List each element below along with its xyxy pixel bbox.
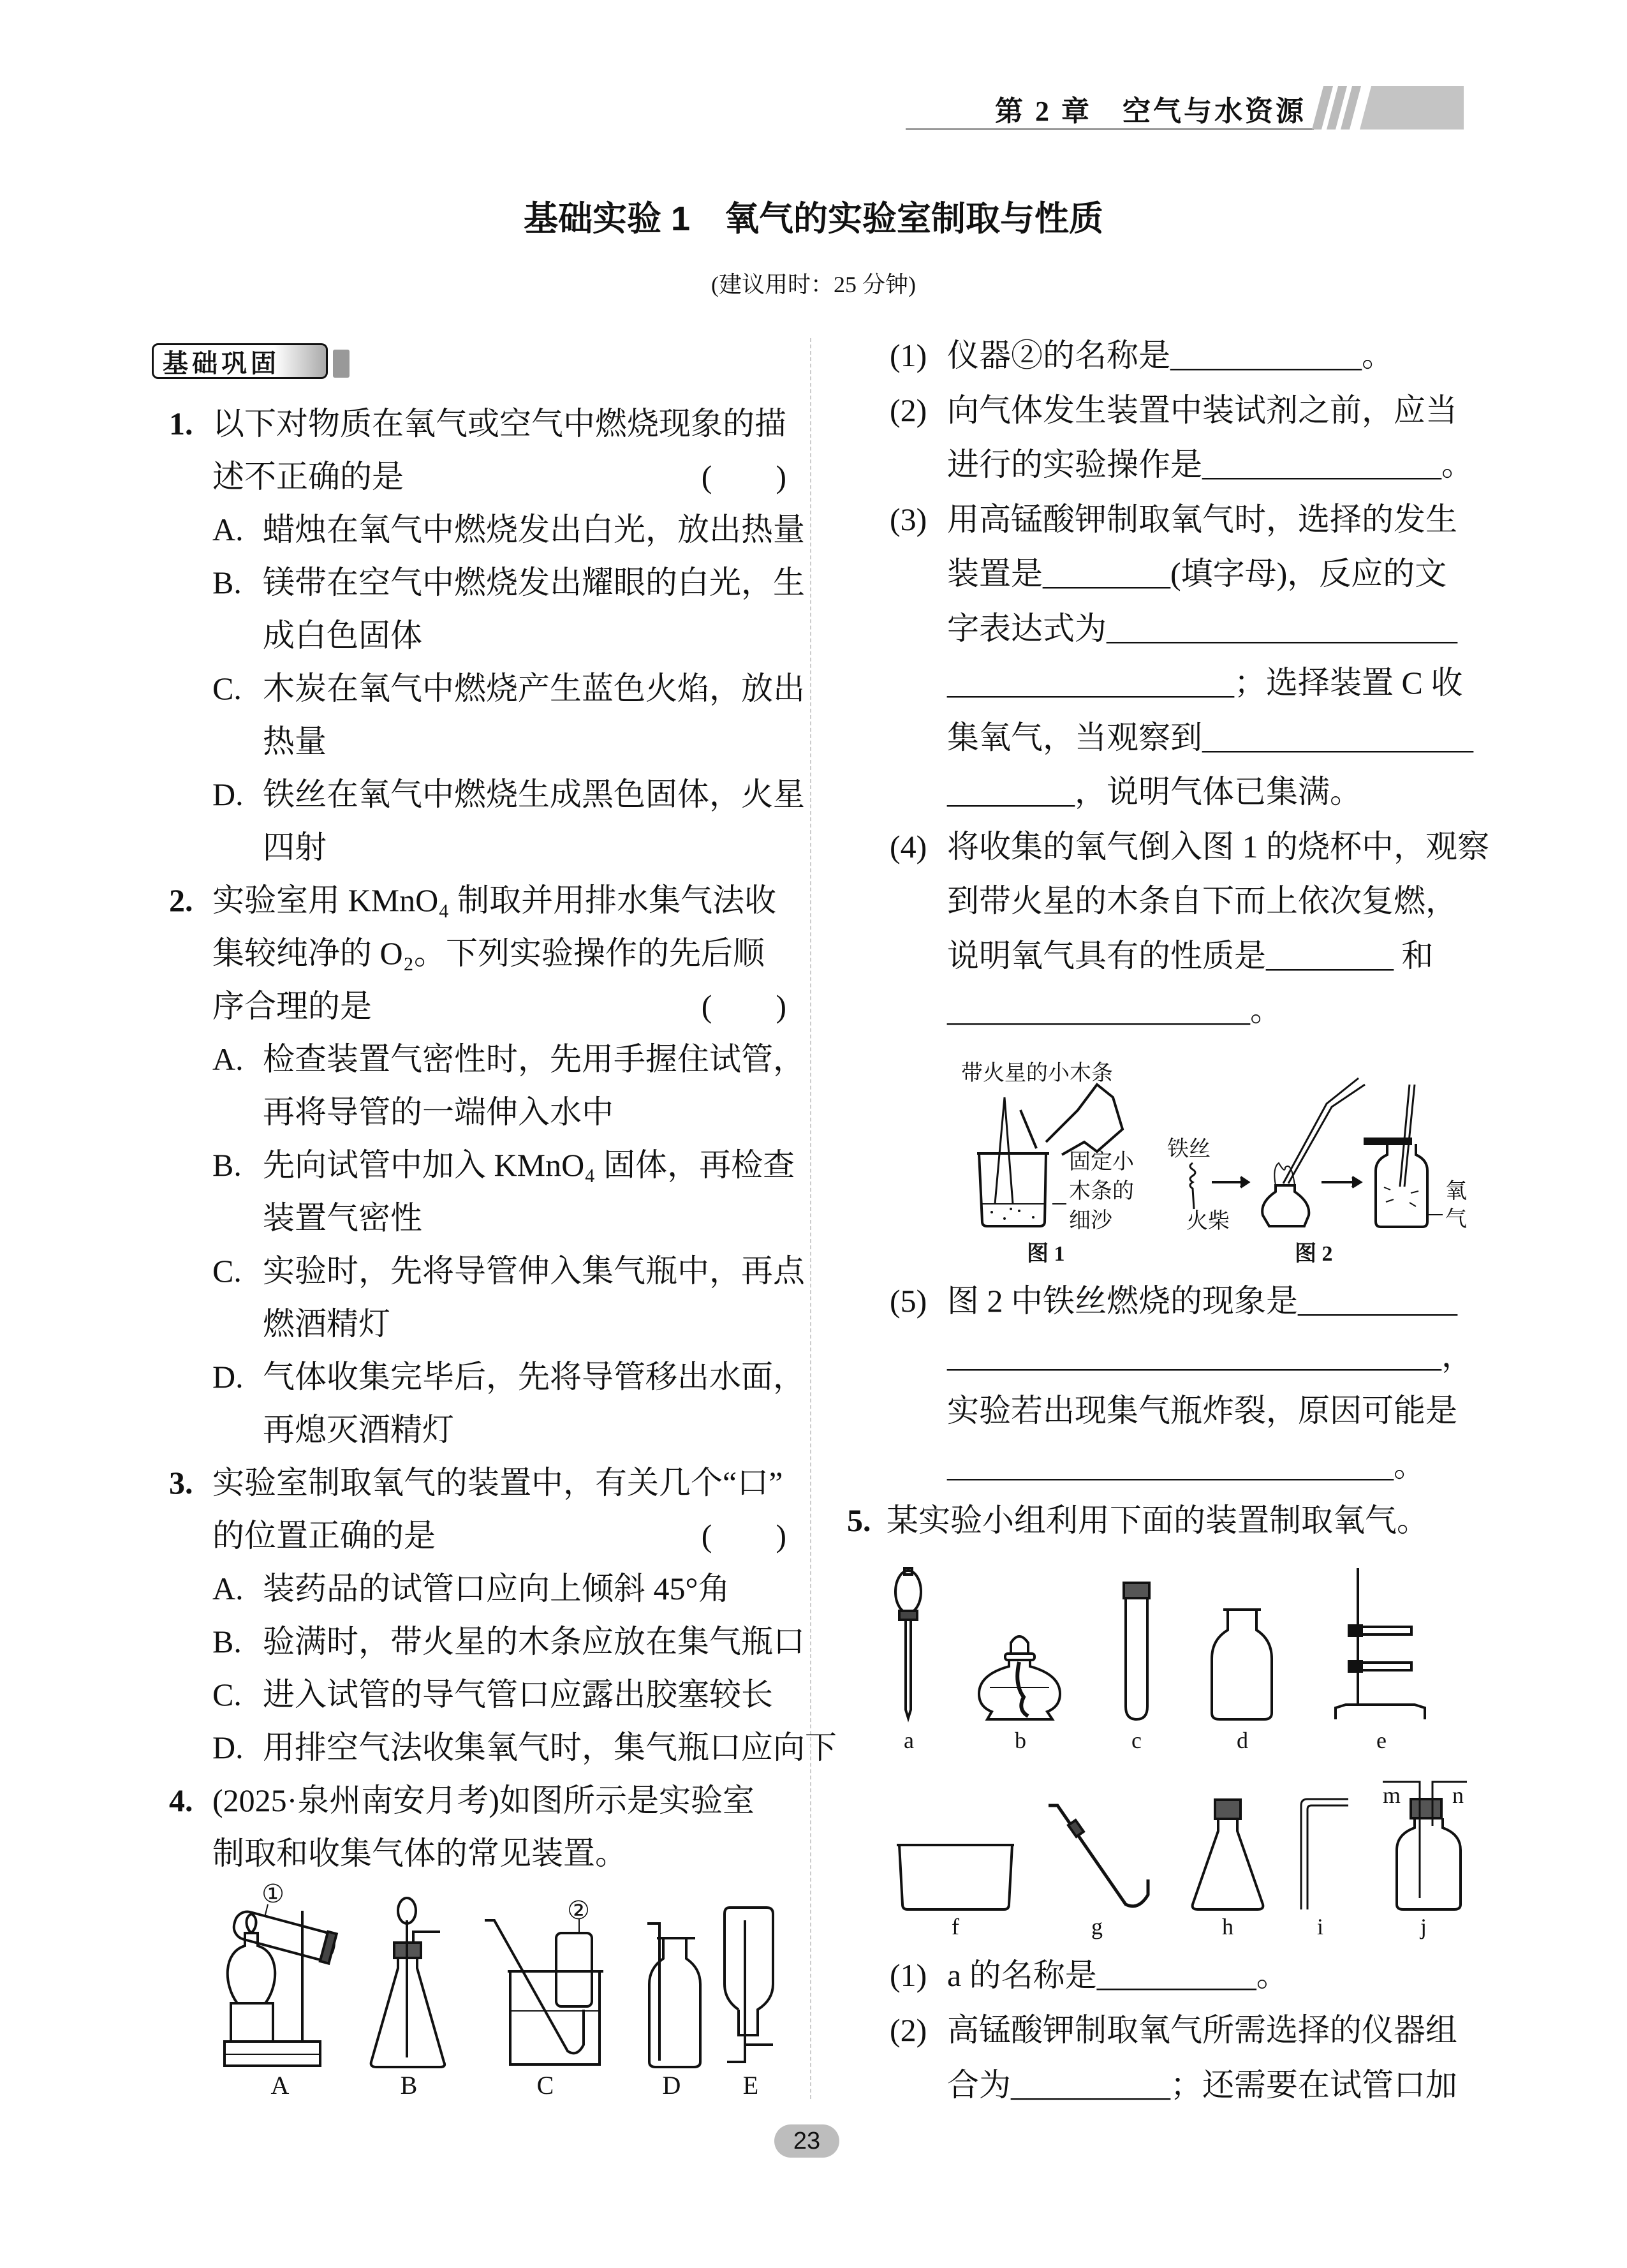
splint-label: 带火星的小木条 bbox=[961, 1062, 1113, 1085]
item-label: A. bbox=[212, 512, 244, 547]
option-line[interactable]: 实验时，先将导管伸入集气瓶中，再点 C. bbox=[169, 1245, 786, 1298]
apparatus-j-gas-washing-bottle bbox=[1383, 1782, 1467, 1909]
apparatus-h-conical-flask bbox=[1193, 1800, 1263, 1909]
left-column bbox=[169, 397, 837, 1880]
item-label: B. bbox=[212, 1147, 242, 1183]
sub-question-line: 仪器②的名称是____________。 (1) bbox=[890, 329, 1464, 383]
option-line[interactable]: 木炭在氧气中燃烧产生蓝色火焰，放出 C. bbox=[169, 662, 786, 715]
sub-question-line: ___________________。 bbox=[947, 992, 1282, 1028]
item-label: C. bbox=[212, 1253, 242, 1289]
question-stem-line: 序合理的是 ( ) bbox=[169, 980, 786, 1033]
sub-question-line: ____________________________。 bbox=[947, 1448, 1425, 1483]
label-j: j bbox=[1420, 1914, 1427, 1939]
question-stem-line: 述不正确的是 ( ) bbox=[169, 450, 786, 503]
match-label: 火柴 bbox=[1186, 1210, 1230, 1233]
label-C: C bbox=[536, 2071, 554, 2100]
apparatus-e-iron-stand bbox=[1336, 1568, 1425, 1719]
sub-question-line: ________，说明气体已集满。 bbox=[947, 774, 1362, 810]
option-line[interactable]: 进入试管的导气管口应露出胶塞较长 C. bbox=[169, 1668, 786, 1721]
label-c: c bbox=[1131, 1728, 1142, 1753]
question-stem-line: 某实验小组利用下面的装置制取氧气。 5. bbox=[847, 1493, 1464, 1548]
item-label: (2) bbox=[890, 2012, 927, 2048]
label-A: A bbox=[270, 2071, 290, 2100]
apparatus-B-flask-with-funnel bbox=[371, 1898, 445, 2067]
header-stripes bbox=[0, 0, 1627, 166]
sub-question-line: __________________；选择装置 C 收 bbox=[947, 665, 1463, 700]
sub-question-line: 到带火星的木条自下而上依次复燃， bbox=[947, 883, 1457, 919]
suggested-time: (建议用时：25 分钟) bbox=[711, 272, 916, 297]
item-label: (1) bbox=[890, 337, 927, 373]
sand-label-3: 细沙 bbox=[1069, 1209, 1112, 1233]
apparatus-a-separatory-funnel bbox=[895, 1568, 921, 1718]
section-badge: 基础巩固 bbox=[152, 343, 328, 379]
apparatus-i-bent-glass-tube bbox=[1301, 1799, 1348, 1909]
item-label: (1) bbox=[890, 1957, 927, 1993]
sub-question-line: 装置是________(填字母)，反应的文 bbox=[947, 556, 1447, 591]
answer-bracket[interactable]: ( ) bbox=[701, 1518, 786, 1553]
item-label: 3. bbox=[169, 1465, 193, 1501]
item-label: (2) bbox=[890, 392, 927, 428]
item-label: (4) bbox=[890, 828, 927, 864]
question-stem-line: 实验室制取氧气的装置中，有关几个“口” 3. bbox=[169, 1456, 786, 1509]
label-f: f bbox=[952, 1914, 959, 1939]
answer-bracket[interactable]: ( ) bbox=[701, 988, 786, 1024]
header-rule bbox=[906, 128, 1314, 130]
question-stem-line: (2025·泉州南安月考)如图所示是实验室 4. bbox=[169, 1774, 786, 1827]
label-b: b bbox=[1015, 1728, 1026, 1753]
option-line[interactable]: 再熄灭酒精灯 bbox=[263, 1412, 454, 1448]
item-label: 1. bbox=[169, 406, 193, 441]
option-line[interactable]: 蜡烛在氧气中燃烧发出白光，放出热量 A. bbox=[169, 503, 786, 556]
chapter-header: 第 2 章 空气与水资源 bbox=[995, 96, 1306, 127]
label-d: d bbox=[1237, 1728, 1248, 1753]
label-e: e bbox=[1376, 1728, 1387, 1753]
item-label: 5. bbox=[847, 1502, 871, 1538]
oxygen-label-1: 氧 bbox=[1445, 1180, 1467, 1203]
label-a: a bbox=[904, 1728, 914, 1753]
option-line[interactable]: 装药品的试管口应向上倾斜 45°角 A. bbox=[169, 1562, 786, 1615]
sub-question-line: _______________________________， bbox=[947, 1338, 1473, 1374]
apparatus-C-water-collection bbox=[485, 1919, 603, 2064]
item-label: (5) bbox=[890, 1283, 927, 1319]
page-title: 基础实验 1 氧气的实验室制取与性质 bbox=[523, 200, 1104, 238]
figure-1-beaker-with-splints bbox=[977, 1085, 1123, 1226]
option-line[interactable]: 先向试管中加入 KMnO₄ 固体，再检查 B. bbox=[169, 1139, 786, 1192]
item-label: 4. bbox=[169, 1783, 193, 1818]
iron-wire-label: 铁丝 bbox=[1167, 1138, 1211, 1161]
item-label: B. bbox=[212, 1624, 242, 1659]
option-line[interactable]: 四射 bbox=[263, 829, 327, 865]
apparatus-E-downward-air-displacement bbox=[725, 1908, 773, 2062]
item-label: D. bbox=[212, 1730, 244, 1765]
label-D: D bbox=[662, 2071, 681, 2100]
option-line[interactable]: 检查装置气密性时，先用手握住试管， A. bbox=[169, 1033, 786, 1086]
item-label: (3) bbox=[890, 501, 927, 537]
item-label: A. bbox=[212, 1571, 244, 1606]
port-n: n bbox=[1452, 1783, 1464, 1808]
option-line[interactable]: 热量 bbox=[263, 723, 327, 759]
sub-question-line: 高锰酸钾制取氧气所需选择的仪器组 (2) bbox=[890, 2003, 1464, 2057]
oxygen-label-2: 气 bbox=[1445, 1208, 1467, 1231]
sub-question-line: 向气体发生装置中装试剂之前，应当 (2) bbox=[890, 383, 1464, 438]
apparatus-c-test-tube bbox=[1124, 1583, 1149, 1719]
sub-question-line: 图 2 中铁丝燃烧的现象是__________ (5) bbox=[847, 1273, 1464, 1328]
apparatus-d-gas-collecting-bottle bbox=[1212, 1610, 1272, 1719]
item-label: B. bbox=[212, 565, 242, 600]
item-label: A. bbox=[212, 1041, 244, 1077]
label-B: B bbox=[400, 2071, 418, 2100]
apparatus-f-water-trough bbox=[897, 1845, 1014, 1909]
label-g: g bbox=[1091, 1914, 1103, 1939]
option-line[interactable]: 燃酒精灯 bbox=[263, 1306, 390, 1342]
option-line[interactable]: 铁丝在氧气中燃烧生成黑色固体，火星 D. bbox=[169, 768, 786, 821]
label-h: h bbox=[1222, 1914, 1233, 1939]
figure-1-caption: 图 1 bbox=[1027, 1242, 1065, 1266]
item-label: C. bbox=[212, 1677, 242, 1712]
item-label: 2. bbox=[169, 882, 193, 918]
page-number: 23 bbox=[774, 2124, 839, 2158]
question-stem-line: 集较纯净的 O₂。下列实验操作的先后顺 bbox=[212, 935, 765, 971]
sub-question-line: a 的名称是__________。 (1) bbox=[890, 1948, 1464, 2003]
q5-parts bbox=[890, 1948, 1464, 2112]
sub-question-line: 实验若出现集气瓶炸裂，原因可能是 bbox=[947, 1393, 1457, 1428]
sub-question-line: 用高锰酸钾制取氧气时，选择的发生 (3) bbox=[890, 493, 1464, 547]
option-line[interactable]: 成白色固体 bbox=[263, 618, 422, 653]
marker-2: ② bbox=[567, 1896, 590, 1925]
section-badge-arrow-icon bbox=[333, 350, 350, 378]
option-line[interactable]: 验满时，带火星的木条应放在集气瓶口 B. bbox=[169, 1615, 786, 1668]
q4-parts-1-4 bbox=[890, 329, 1489, 1038]
apparatus-b-alcohol-lamp bbox=[979, 1636, 1060, 1719]
label-E: E bbox=[742, 2071, 759, 2100]
figure-2-caption: 图 2 bbox=[1295, 1242, 1333, 1266]
column-divider bbox=[810, 338, 811, 2099]
apparatus-g-delivery-tube bbox=[1049, 1805, 1148, 1906]
sub-question-line: 将收集的氧气倒入图 1 的烧杯中，观察 (4) bbox=[890, 820, 1464, 875]
apparatus-A-test-tube-heating bbox=[225, 1904, 337, 2066]
sub-question-line: 合为__________；还需要在试管口加 bbox=[947, 2067, 1457, 2103]
option-line[interactable]: 用排空气法收集氧气时，集气瓶口应向下 D. bbox=[169, 1721, 786, 1774]
question-stem-line: 以下对物质在氧气或空气中燃烧现象的描 1. bbox=[169, 397, 786, 450]
option-line[interactable]: 再将导管的一端伸入水中 bbox=[263, 1094, 614, 1130]
sand-label-1: 固定小 bbox=[1069, 1150, 1134, 1174]
option-line[interactable]: 镁带在空气中燃烧发出耀眼的白光，生 B. bbox=[169, 556, 786, 609]
port-m: m bbox=[1382, 1783, 1401, 1808]
item-label: D. bbox=[212, 1359, 244, 1395]
q4-part-5-and-q5 bbox=[847, 1273, 1473, 1548]
item-label: C. bbox=[212, 671, 242, 706]
question-stem-line: 制取和收集气体的常见装置。 bbox=[212, 1835, 627, 1871]
sub-question-line: 说明氧气具有的性质是________ 和 bbox=[947, 937, 1434, 974]
label-i: i bbox=[1316, 1914, 1324, 1939]
item-label: D. bbox=[212, 776, 244, 812]
option-line[interactable]: 气体收集完毕后，先将导管移出水面， D. bbox=[169, 1351, 786, 1404]
question-stem-line: 的位置正确的是 ( ) bbox=[169, 1509, 786, 1562]
sub-question-line: 进行的实验操作是_______________。 bbox=[947, 447, 1473, 482]
sub-question-line: 集氧气，当观察到_________________ bbox=[947, 719, 1473, 755]
figure-2-iron-wire-combustion bbox=[1190, 1078, 1443, 1227]
option-line[interactable]: 装置气密性 bbox=[263, 1200, 422, 1236]
sand-label-2: 木条的 bbox=[1069, 1180, 1134, 1203]
marker-1: ① bbox=[261, 1879, 284, 1908]
question-stem-line: 实验室用 KMnO₄ 制取并用排水集气法收 2. bbox=[169, 874, 786, 927]
sub-question-line: 字表达式为______________________ bbox=[947, 610, 1457, 646]
answer-bracket[interactable]: ( ) bbox=[701, 459, 786, 494]
apparatus-D-upward-air-displacement bbox=[647, 1923, 700, 2067]
